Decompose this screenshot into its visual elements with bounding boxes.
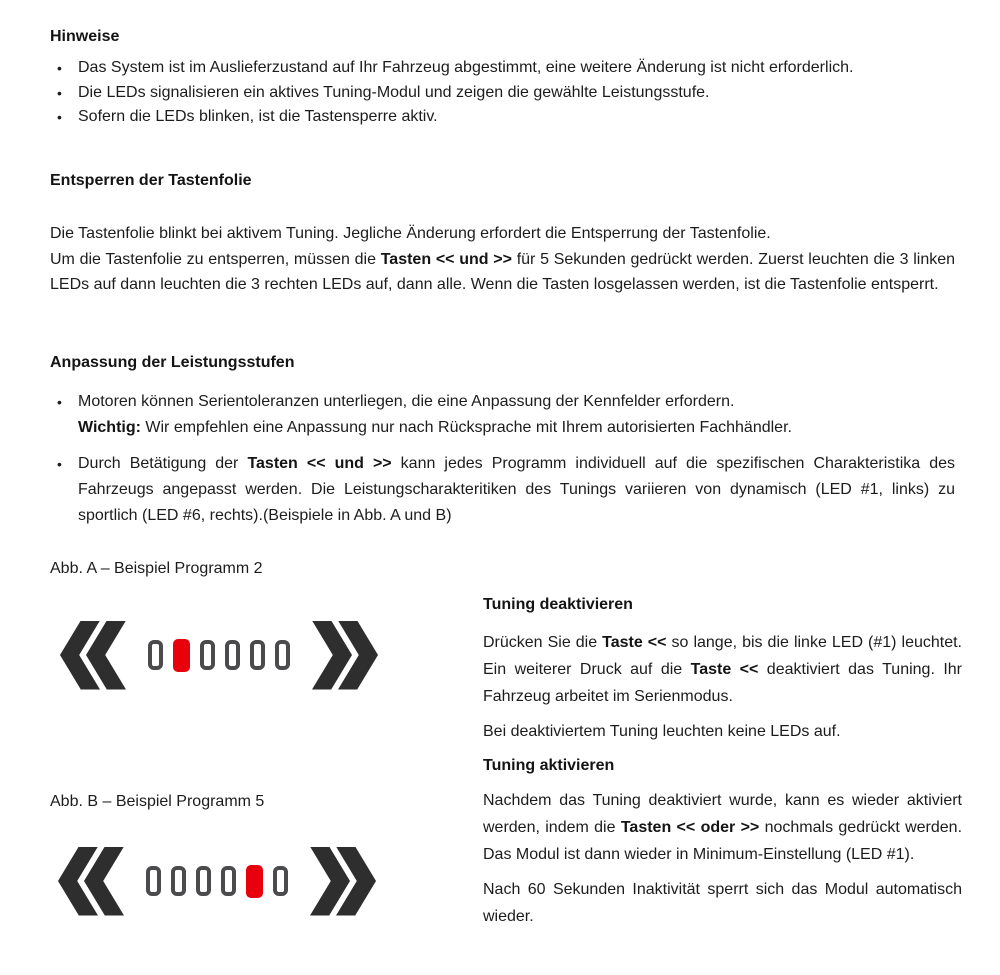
led-3 [196, 866, 211, 896]
led-strip [146, 865, 288, 898]
bold-taste-label: Taste << [602, 634, 667, 651]
tuning-aktivieren-paragraph-2: Nach 60 Sekunden Inaktivität sperrt sich das Modul automatisch wieder. [483, 881, 962, 925]
anpassung-title: Anpassung der Leistungsstufen [50, 354, 295, 371]
led-6 [273, 866, 288, 896]
hinweise-title: Hinweise [50, 28, 120, 45]
bold-tasten-label: Tasten << und >> [247, 455, 392, 472]
led-2-active [173, 639, 190, 672]
entsperren-paragraph-1: Die Tastenfolie blinkt bei aktivem Tuning. Jegliche Änderung erfordert die Entsperrung der Tastenfolie. [50, 225, 771, 242]
led-1 [146, 866, 161, 896]
led-4 [221, 866, 236, 896]
bold-wichtig-label: Wichtig: [78, 419, 141, 436]
led-1 [148, 640, 163, 670]
section-entsperren [50, 170, 955, 298]
list-item: • Durch Betätigung der Tasten << und >> kann jedes Programm individuell auf die spezifischen Charakteristika des Fahrzeugs angepasst werden. Die Leistungscharakteritiken des Tunings variieren von dynamisch (LED #1, links) zu sportlich (LED #6, rechts).(Beispiele in Abb. A und B) [50, 451, 955, 529]
rewind-chevrons-icon [58, 847, 124, 916]
tuning-deaktivieren-title: Tuning deaktivieren [483, 596, 633, 613]
hinweise-bullet-list [50, 56, 955, 130]
entsperren-title: Entsperren der Tastenfolie [50, 172, 252, 189]
led-4 [225, 640, 240, 670]
led-3 [200, 640, 215, 670]
forward-chevrons-icon [312, 621, 378, 690]
figure-b-caption: Abb. B – Beispiel Programm 5 [50, 793, 265, 810]
figure-a-caption: Abb. A – Beispiel Programm 2 [50, 560, 263, 577]
led-strip [148, 639, 290, 672]
section-hinweise [50, 26, 955, 130]
section-anpassung [50, 352, 955, 529]
bold-tasten-label: Tasten << und >> [380, 250, 512, 268]
list-item: • Das System ist im Auslieferzustand auf Ihr Fahrzeug abgestimmt, eine weitere Änderung ist nicht erforderlich. [50, 56, 955, 81]
forward-chevrons-icon [310, 847, 376, 916]
rewind-chevrons-icon [60, 621, 126, 690]
list-item: • Motoren können Serientoleranzen unterliegen, die eine Anpassung der Kennfelder erfordern. Wichtig: Wir empfehlen eine Anpassung nur nach Rücksprache mit Ihrem autorisierten Fachhändler. [50, 389, 955, 441]
led-5-active [246, 865, 263, 898]
led-6 [275, 640, 290, 670]
bold-taste-label: Taste << [690, 661, 759, 678]
list-item: • Die LEDs signalisieren ein aktives Tuning-Modul und zeigen die gewählte Leistungsstufe. [50, 81, 955, 106]
figure-a-led-display [60, 620, 378, 690]
led-5 [250, 640, 265, 670]
tuning-aktivieren-title: Tuning aktivieren [483, 757, 615, 774]
bold-tasten-label: Tasten << oder >> [620, 819, 760, 836]
figure-b-led-display [58, 846, 376, 916]
list-item: • Sofern die LEDs blinken, ist die Tastensperre aktiv. [50, 105, 955, 130]
anpassung-bullet-list [50, 389, 955, 529]
tuning-deaktivieren-paragraph-2: Bei deaktiviertem Tuning leuchten keine LEDs auf. [483, 723, 841, 740]
entsperren-paragraph-2: Um die Tastenfolie zu entsperren, müssen die Tasten << und >> für 5 Sekunden gedrückt werden. Zuerst leuchten die 3 linken LEDs auf dann leuchten die 3 rechten LEDs auf, dann alle. Wenn die Tasten losgelassen werden, ist die Tastenfolie entsperrt. [50, 250, 956, 293]
tuning-deaktivieren-paragraph-1: Drücken Sie die Taste << so lange, bis die linke LED (#1) leuchtet. Ein weiterer Druck auf die Taste << deaktiviert das Tuning. Ihr Fahrzeug arbeitet im Serienmodus. [483, 634, 962, 705]
led-2 [171, 866, 186, 896]
tuning-aktivieren-paragraph-1: Nachdem das Tuning deaktiviert wurde, kann es wieder aktiviert werden, indem die Tasten << oder >> nochmals gedrückt werden. Das Modul ist dann wieder in Minimum-Einstellung (LED #1). [483, 792, 963, 863]
section-tuning-right-column [483, 592, 962, 930]
